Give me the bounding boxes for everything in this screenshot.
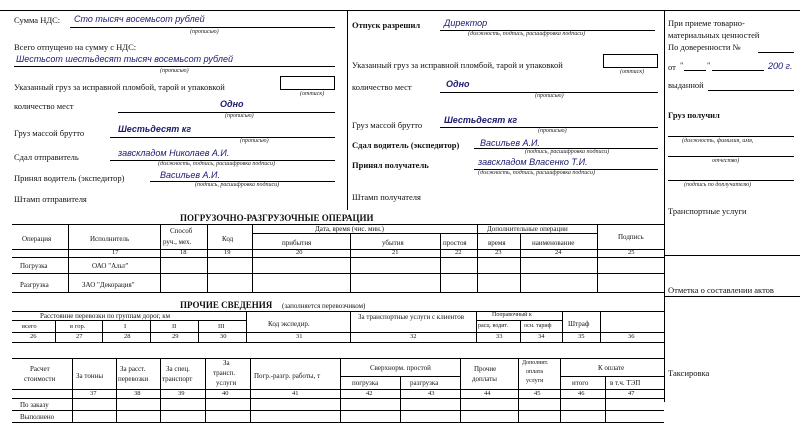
col-idle: простоя [443,239,467,247]
col-num: 19 [224,249,231,256]
seal-box [603,54,658,68]
places2-value: Одно [446,79,470,89]
col-num: 33 [496,333,503,340]
underline [110,137,335,138]
calc-col2: За тонны [76,372,104,380]
col-name: наименование [532,239,575,247]
issued-label: выданной [668,80,704,90]
divider [0,10,800,11]
col-num: 46 [578,390,585,397]
proxy-year: 200 г. [768,61,793,71]
release-label: Отпуск разрешил [352,20,421,30]
calc-col1-2: стоимости [24,375,56,383]
col-num: 21 [392,249,399,256]
calc-col3-2: перевозки [118,375,149,383]
col-num: 25 [628,249,635,256]
calc-col8-2: доплаты [472,375,497,383]
calc-col9-3: услуги [526,378,544,384]
divider [600,311,601,342]
places2-note: (прописью) [535,93,564,99]
receipt-line1: При приеме товарно- [668,18,745,28]
release-value: Директор [444,18,488,28]
divider [12,389,664,390]
calc-col5-2: трансп. [213,369,236,377]
divider [207,224,208,292]
col-num: 34 [538,333,545,340]
driver-note: (подпись, расшифровка подписи) [195,182,280,188]
quote-open: " [680,60,684,70]
divider [560,358,561,422]
divider [476,320,562,321]
driver2-note: (подпись, расшифровка подписи) [525,149,610,155]
col-num: 47 [628,390,635,397]
calc-col4-2: транспорт [162,375,193,383]
col-arrival: прибытия [282,239,312,247]
divider [347,10,348,210]
col-departure: убытия [382,239,404,247]
divider [12,410,664,411]
divider [350,311,351,342]
cargo2-label: Указанный груз за исправной пломбой, тарой и упаковкой [352,60,563,70]
calc-col7-loading: погрузка [352,379,379,387]
places-value: Одно [220,99,244,109]
col-num: 17 [112,249,119,256]
divider [160,358,161,422]
col-sign: Подпись [618,233,644,241]
underline [712,70,764,71]
col-method: Способ [170,227,193,235]
col-num: 39 [178,390,185,397]
col-num: 37 [90,390,97,397]
col-num: 24 [555,249,562,256]
calc-col7-unloading: разгрузка [410,379,439,387]
underline [758,52,794,53]
divider [440,233,441,292]
underline [684,70,706,71]
other-subtitle: (заполняется перевозчиком) [282,302,366,310]
distance-total: всего [22,323,37,330]
divider [12,422,664,423]
divider [518,358,519,422]
divider [400,376,401,422]
divider [664,10,665,402]
col-num: 26 [30,333,37,340]
col-num: 29 [172,333,179,340]
gross2-label: Груз массой брутто [352,120,423,130]
divider [560,376,664,377]
col-num: 30 [220,333,227,340]
divider [12,320,246,321]
divider [12,292,664,293]
col-num: 18 [180,249,187,256]
divider [252,224,253,292]
total-value: Шестьсот шестьдесят тысяч восемьсот рублей [16,54,233,64]
col-num: 43 [428,390,435,397]
calc-col5-3: услуги [216,379,237,387]
col-num: 40 [222,390,229,397]
col-num: 32 [410,333,417,340]
divider [12,273,664,274]
col-num: 35 [578,333,585,340]
calc-col4: За спец. [166,365,190,373]
divider [68,224,69,292]
divider [246,311,247,342]
col-num: 42 [366,390,373,397]
vat-note: (прописью) [190,29,219,35]
col-num: 36 [628,333,635,340]
divider [12,342,664,343]
calc-col10-total: итого [572,379,589,387]
col-num: 44 [484,390,491,397]
receiver-note: (должность, подпись, расшифровка подписи) [478,170,595,176]
proxy-from: от [668,62,676,72]
cargo-received-note: (должность, фамилия, имя, [682,138,754,144]
col-operation: Операция [22,235,52,243]
gross-value: Шестьдесят кг [118,124,192,134]
vat-value: Сто тысяч восемьсот рублей [74,14,205,24]
divider [102,320,103,342]
expedition-code: Код экспедир. [268,320,310,328]
seal-note: (оттиск) [620,69,645,75]
sender-label: Сдал отправитель [14,152,79,162]
sender-value: завскладом Николаев А.И. [118,148,230,158]
divider [160,224,161,292]
distance-group3: III [218,323,225,330]
taxation-label: Таксировка [668,368,710,378]
calc-col6: Погр.-разгр. работы, т [254,372,321,380]
calc-col9: Дополнит. [522,360,549,366]
distance-group2: II [172,323,177,330]
distance-label: Расстояние перевозки по группам дорог, км [40,312,171,320]
coefficient-tariff: осн. тариф [524,323,552,329]
gross-label: Груз массой брутто [14,128,85,138]
divider [116,358,117,422]
divider [72,358,73,422]
col-num: 23 [495,249,502,256]
divider [664,296,800,297]
vat-label: Сумма НДС: [14,15,61,25]
col-executor: Исполнитель [90,235,130,243]
transport-services-label: Транспортные услуги [668,206,747,216]
underline [14,66,335,67]
col-num: 45 [534,390,541,397]
divider [520,233,521,292]
sender-stamp-label: Штамп отправителя [14,194,87,204]
receipt-line2: материальных ценностей [668,30,760,40]
distance-group1: I [124,323,127,330]
cargo-received-label: Груз получил [668,110,720,120]
row-loading-executor: ОАО "Альт" [92,262,129,270]
divider [477,233,597,234]
calc-col7: Сверхнорм. простой [370,364,431,372]
divider [12,358,664,359]
places-note: (прописью) [225,113,254,119]
divider [55,320,56,342]
divider [477,224,478,292]
calc-col9-2: оплата [526,369,544,375]
distance-city: в гор. [70,323,86,330]
receiver-value: завскладом Власенко Т.И. [478,157,588,167]
row-unloading-executor: ЗАО "Декорация" [82,281,135,289]
calc-col8: Прочие [474,365,497,373]
gross-note: (прописью) [240,138,269,144]
divider [198,320,199,342]
col-num: 22 [455,249,462,256]
divider [12,249,664,250]
total-label: Всего отпущено на сумму с НДС: [14,42,137,52]
act-label: Отметка о составлении актов [668,285,774,295]
calc-col1: Расчет [30,365,50,373]
divider [476,311,477,342]
driver-value: Васильев А.И. [160,170,220,180]
calc-col10: К оплате [598,364,625,372]
driver-label: Принял водитель (экспедитор) [14,173,125,183]
divider [250,358,251,422]
gross2-note: (прописью) [538,128,567,134]
divider [597,224,598,292]
quote-close: " [707,60,711,70]
calc-col3: За расст. [120,365,146,373]
divider [252,233,477,234]
gross2-value: Шестьдесят кг [444,115,518,125]
divider [150,320,151,342]
calc-col10-tep: в т.ч. ТЭП [610,379,641,387]
divider [520,320,521,342]
calc-col5: За [223,359,230,367]
col-num: 20 [296,249,303,256]
col-num: 28 [124,333,131,340]
col-num: 41 [292,390,299,397]
places2-label: количество мест [352,82,412,92]
proxy-label: По доверенности № [668,42,741,52]
sender-note: (должность, подпись, расшифровка подписи) [158,161,275,167]
divider [605,376,606,422]
divider [562,311,563,342]
signature-note: (подпись по доплучателю) [684,182,752,188]
driver2-label: Сдал водитель (экспедитор) [352,140,460,150]
release-note: (должность, подпись, расшифровка подписи) [468,31,585,37]
col-extra: Дополнительные операции [487,225,568,233]
cargo-received-note2: отчество) [712,158,740,164]
col-time: время [488,239,506,247]
ops-title: ПОГРУЗОЧНО-РАЗГРУЗОЧНЫЕ ОПЕРАЦИИ [180,213,374,223]
underline [708,90,794,91]
seal-box [280,76,335,90]
coefficient-label: Поправочный к [492,312,532,318]
transport-services-clients: За транспортные услуги с клиентов [358,313,465,321]
col-num: 38 [134,390,141,397]
underline [668,180,794,181]
cargo-label: Указанный груз за исправной пломбой, тарой и упаковкой [14,82,225,92]
driver2-value: Васильев А.И. [480,138,540,148]
other-title: ПРОЧИЕ СВЕДЕНИЯ [180,300,273,310]
underline [668,136,794,137]
divider [350,233,351,292]
divider [340,358,341,422]
row-unloading-label: Разгрузка [20,281,49,289]
col-code: Код [222,235,234,243]
receiver-label: Принял получатель [352,160,429,170]
divider [664,255,800,256]
divider [205,358,206,422]
col-method-2: руч., мех. [163,238,192,246]
fine-label: Штраф [568,320,590,328]
divider [12,257,664,258]
divider [12,398,664,399]
coefficient-driver: расц. водит. [478,323,509,329]
row-loading-label: Погрузка [20,262,48,270]
seal-note: (оттиск) [300,91,325,97]
divider [460,358,461,422]
total-note: (прописью) [160,68,189,74]
places-label: количество мест [14,101,74,111]
col-date: Дата, время (чис. мин.) [315,225,384,233]
row-completed: Выполнено [20,413,55,421]
col-num: 31 [296,333,303,340]
row-ordered: По заказу [20,401,49,409]
underline [70,27,335,28]
receiver-stamp-label: Штамп получателя [352,192,421,202]
divider [12,332,664,333]
col-num: 27 [76,333,83,340]
underline [668,156,794,157]
